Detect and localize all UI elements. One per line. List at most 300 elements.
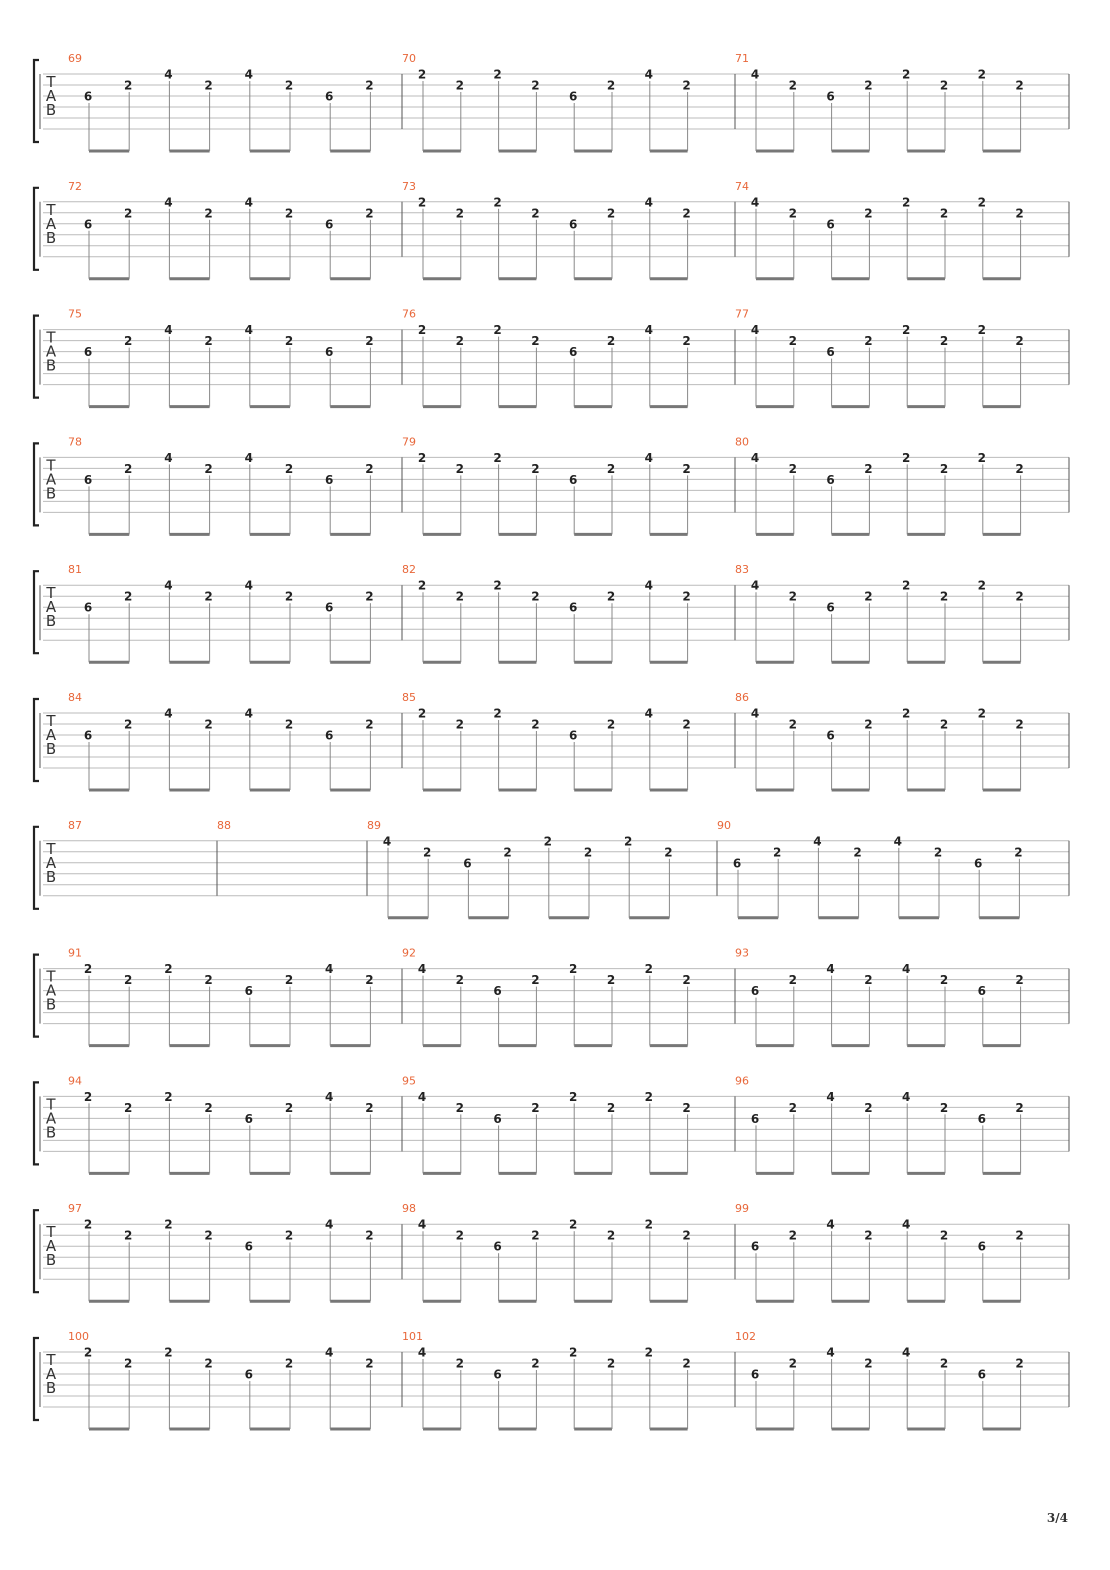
measure [217,819,231,832]
fret-number: 2 [1015,589,1024,604]
fret-number: 2 [284,973,294,988]
fret-number: 2 [365,1356,374,1371]
fret-number: 2 [204,461,213,476]
fret-number: 2 [124,334,133,349]
fret-number: 2 [1015,1356,1024,1371]
fret-number: 4 [164,323,173,338]
fret-number: 6 [826,600,835,615]
tab-clef-letter: B [45,101,57,119]
fret-number: 2 [977,195,986,210]
measure [68,819,82,832]
fret-number: 4 [902,1345,911,1360]
fret-number: 2 [606,1356,616,1371]
measure [402,563,691,662]
fret-number: 6 [750,1367,760,1382]
fret-number: 2 [423,845,432,860]
fret-number: 2 [682,334,691,349]
fret-number: 2 [902,578,911,593]
fret-number: 6 [569,728,578,743]
measure-number: 86 [735,691,749,704]
fret-number: 6 [569,472,578,487]
fret-number: 2 [1014,845,1023,860]
measure [402,180,691,279]
fret-number: 4 [325,1345,334,1360]
fret-number: 4 [325,1089,334,1104]
tab-clef-letter: T [46,1351,56,1369]
tab-clef-letter: A [45,214,57,233]
fret-number: 2 [864,973,873,988]
fret-number: 2 [455,589,464,604]
measure-number: 94 [68,1074,82,1088]
measure [68,1074,374,1173]
fret-number: 6 [244,1111,253,1126]
measure-number: 89 [367,818,381,832]
fret-number: 2 [939,1228,949,1243]
fret-number: 2 [204,589,213,604]
measure-number: 74 [735,179,749,193]
tab-clef-letter: B [45,356,57,375]
measure-number: 96 [735,1074,749,1088]
measure-number: 95 [402,1074,416,1088]
measure [68,180,374,279]
system-bracket [34,827,39,909]
fret-number: 2 [788,334,797,349]
measure [735,947,1024,1046]
fret-number: 2 [1015,334,1024,349]
measure [735,1202,1024,1301]
fret-number: 4 [902,1217,911,1232]
fret-number: 2 [939,717,949,732]
fret-number: 6 [977,1367,986,1382]
measure-number: 85 [402,691,416,704]
fret-number: 2 [503,845,512,860]
fret-number: 2 [788,461,797,476]
measure [735,563,1024,662]
fret-number: 2 [284,461,294,476]
fret-number: 4 [902,1089,911,1104]
fret-number: 4 [902,962,911,977]
fret-number: 2 [864,206,873,221]
fret-number: 2 [365,1228,374,1243]
system-bracket [34,443,39,525]
tab-clef-letter: B [45,740,57,758]
measure [735,435,1024,534]
measure-number: 84 [68,691,82,704]
fret-number: 2 [939,461,949,476]
fret-number: 2 [365,589,374,604]
measure [402,947,691,1046]
fret-number: 2 [788,1356,797,1371]
fret-number: 6 [325,472,334,487]
measure [68,52,374,151]
fret-number: 2 [124,78,133,93]
fret-number: 2 [902,195,911,210]
fret-number: 2 [773,845,782,860]
fret-number: 6 [569,89,578,104]
fret-number: 6 [493,1239,502,1254]
fret-number: 4 [164,578,173,593]
fret-number: 2 [417,195,427,210]
measure-number: 80 [735,435,749,449]
fret-number: 4 [417,962,427,977]
fret-number: 6 [83,345,93,360]
fret-number: 2 [977,706,986,721]
fret-number: 4 [893,834,902,849]
fret-number: 6 [750,1239,760,1254]
system-bracket [34,699,39,781]
fret-number: 2 [606,717,616,732]
tab-system [34,180,1069,279]
fret-number: 2 [682,589,691,604]
fret-number: 4 [644,706,653,721]
fret-number: 2 [977,578,986,593]
fret-number: 2 [864,717,873,732]
measure-number: 70 [402,52,416,65]
fret-number: 2 [644,1217,653,1232]
fret-number: 2 [124,589,133,604]
fret-number: 2 [531,206,540,221]
fret-number: 2 [204,1228,213,1243]
tab-system [34,563,1069,662]
fret-number: 2 [417,578,427,593]
fret-number: 2 [788,589,797,604]
measure-number: 71 [735,52,749,65]
fret-number: 4 [382,834,392,849]
system-bracket [34,955,39,1037]
measure [68,563,374,662]
system-bracket [34,60,39,142]
fret-number: 2 [606,461,616,476]
fret-number: 2 [1015,461,1024,476]
fret-number: 2 [455,78,464,93]
fret-number: 6 [569,217,578,232]
tab-clef-letter: A [45,598,57,617]
fret-number: 4 [325,1217,334,1232]
measure [402,1202,691,1301]
fret-number: 4 [826,962,835,977]
fret-number: 2 [124,973,133,988]
fret-number: 4 [644,323,653,338]
fret-number: 2 [853,845,862,860]
tab-clef-letter: B [45,867,57,886]
fret-number: 6 [977,1111,986,1126]
fret-number: 2 [939,1356,949,1371]
tab-clef-letter: A [45,981,57,1000]
fret-number: 6 [325,345,334,360]
fret-number: 2 [417,323,427,338]
fret-number: 4 [813,834,822,849]
fret-number: 2 [365,334,374,349]
fret-number: 4 [244,67,253,82]
fret-number: 2 [164,962,173,977]
fret-number: 2 [455,461,464,476]
fret-number: 2 [83,962,93,977]
fret-number: 6 [974,856,983,871]
fret-number: 2 [1015,973,1024,988]
fret-number: 6 [569,600,578,615]
tab-clef-letter: A [45,726,57,744]
fret-number: 6 [463,856,472,871]
measure-number: 76 [402,307,416,321]
fret-number: 2 [83,1345,93,1360]
fret-number: 4 [417,1217,427,1232]
fret-number: 2 [284,78,294,93]
fret-number: 2 [606,973,616,988]
fret-number: 2 [204,973,213,988]
tab-clef-letter: A [45,87,57,105]
system-bracket [34,316,39,398]
tab-clef-letter: T [46,1223,56,1242]
fret-number: 2 [1015,1228,1024,1243]
tab-clef-letter: A [45,1109,57,1128]
fret-number: 6 [732,856,742,871]
tab-clef-letter: T [46,200,56,219]
measure-number: 83 [735,563,749,577]
fret-number: 2 [365,1100,374,1115]
fret-number: 2 [531,589,540,604]
tab-clef-letter: A [45,1365,57,1383]
fret-number: 2 [531,1228,540,1243]
fret-number: 2 [788,717,797,732]
fret-number: 2 [455,717,464,732]
fret-number: 2 [644,962,653,977]
tab-clef-letter: A [45,1237,57,1256]
tab-system [34,52,1069,151]
fret-number: 2 [864,78,873,93]
measure [735,180,1024,279]
fret-number: 2 [864,1100,873,1115]
fret-number: 6 [83,728,93,743]
fret-number: 6 [826,472,835,487]
fret-number: 2 [1015,206,1024,221]
fret-number: 2 [902,323,911,338]
measure-number: 93 [735,946,749,960]
fret-number: 2 [531,717,540,732]
fret-number: 6 [493,1367,502,1382]
fret-number: 2 [682,717,691,732]
fret-number: 2 [977,450,986,465]
fret-number: 4 [644,450,653,465]
fret-number: 6 [750,1111,760,1126]
tab-clef-letter: T [46,967,56,986]
fret-number: 4 [164,195,173,210]
fret-number: 2 [531,1100,540,1115]
measure [402,308,691,407]
fret-number: 6 [569,345,578,360]
measure [68,947,374,1046]
tab-system [34,691,1069,790]
fret-number: 2 [124,1356,133,1371]
fret-number: 2 [1015,78,1024,93]
fret-number: 6 [325,89,334,104]
fret-number: 2 [493,450,502,465]
fret-number: 2 [864,334,873,349]
measure [735,308,1024,407]
fret-number: 2 [644,1345,653,1360]
fret-number: 2 [788,1100,797,1115]
fret-number: 2 [124,1228,133,1243]
fret-number: 2 [933,845,943,860]
fret-number: 2 [788,1228,797,1243]
fret-number: 2 [124,1100,133,1115]
fret-number: 4 [417,1345,427,1360]
measure-number: 87 [68,818,82,832]
fret-number: 2 [455,973,464,988]
fret-number: 2 [569,1089,578,1104]
measure [402,1074,691,1173]
measure [717,819,1023,918]
measure [402,691,691,790]
fret-number: 6 [325,600,334,615]
measure-number: 73 [402,179,416,193]
fret-number: 6 [244,984,253,999]
fret-number: 2 [682,1100,691,1115]
tab-clef-letter: B [45,612,57,631]
fret-number: 2 [204,1100,213,1115]
fret-number: 4 [644,578,653,593]
fret-number: 2 [606,1100,616,1115]
fret-number: 6 [325,217,334,232]
fret-number: 6 [826,345,835,360]
measure-number: 72 [68,179,82,193]
fret-number: 2 [682,78,691,93]
fret-number: 2 [682,973,691,988]
fret-number: 4 [244,578,253,593]
fret-number: 2 [493,323,502,338]
fret-number: 2 [284,1100,294,1115]
measure-number: 99 [735,1202,749,1216]
fret-number: 6 [83,217,93,232]
measure-number: 90 [717,818,731,832]
tab-system [34,947,1069,1046]
fret-number: 2 [939,1100,949,1115]
measure-number: 81 [68,563,82,577]
fret-number: 4 [750,450,760,465]
fret-number: 4 [750,195,760,210]
fret-number: 4 [325,962,334,977]
fret-number: 2 [284,1356,294,1371]
fret-number: 2 [204,206,213,221]
tab-clef-letter: T [46,328,56,347]
fret-number: 2 [788,206,797,221]
fret-number: 2 [788,973,797,988]
fret-number: 2 [606,1228,616,1243]
tab-system [34,1202,1069,1301]
fret-number: 2 [531,461,540,476]
fret-number: 4 [244,195,253,210]
tab-clef-letter: B [45,228,57,247]
fret-number: 6 [244,1367,253,1382]
fret-number: 4 [244,450,253,465]
fret-number: 4 [644,67,653,82]
measure [68,1330,374,1429]
system-bracket [34,188,39,270]
fret-number: 2 [365,717,374,732]
tab-system [34,1330,1069,1429]
fret-number: 4 [164,67,173,82]
fret-number: 6 [977,1239,986,1254]
fret-number: 2 [1015,1100,1024,1115]
fret-number: 6 [493,1111,502,1126]
fret-number: 2 [682,206,691,221]
tab-system [34,819,1069,918]
fret-number: 2 [606,589,616,604]
fret-number: 6 [83,89,93,104]
fret-number: 2 [624,834,633,849]
fret-number: 2 [493,706,502,721]
fret-number: 2 [365,461,374,476]
tab-clef-letter: T [46,584,56,603]
tab-clef-letter: A [45,470,57,489]
fret-number: 2 [939,589,949,604]
measure [735,691,1024,790]
fret-number: 2 [164,1345,173,1360]
measure [735,1074,1024,1173]
fret-number: 2 [204,334,213,349]
tab-clef-letter: B [45,995,57,1014]
fret-number: 2 [164,1217,173,1232]
fret-number: 2 [531,973,540,988]
fret-number: 2 [788,78,797,93]
fret-number: 2 [531,334,540,349]
fret-number: 2 [284,206,294,221]
tab-clef-letter: B [45,484,57,503]
measure [402,52,691,151]
fret-number: 2 [493,67,502,82]
fret-number: 2 [682,1356,691,1371]
fret-number: 4 [417,1089,427,1104]
measure [68,308,374,407]
tab-clef-letter: A [45,853,57,872]
measure-number: 75 [68,307,82,321]
fret-number: 2 [455,206,464,221]
fret-number: 6 [826,89,835,104]
fret-number: 4 [826,1345,835,1360]
tab-clef-letter: B [45,1123,57,1142]
fret-number: 2 [864,589,873,604]
fret-number: 2 [417,450,427,465]
fret-number: 2 [664,845,673,860]
measure-number: 92 [402,946,416,960]
tab-system [34,308,1069,407]
fret-number: 4 [750,578,760,593]
fret-number: 2 [284,334,294,349]
measure-number: 101 [402,1330,423,1343]
fret-number: 2 [939,973,949,988]
fret-number: 2 [455,1356,464,1371]
fret-number: 4 [750,706,760,721]
measure [68,691,374,790]
fret-number: 2 [864,1356,873,1371]
measure [68,1202,374,1301]
measure-number: 78 [68,435,82,449]
fret-number: 2 [939,334,949,349]
tab-clef-letter: T [46,73,56,91]
fret-number: 2 [83,1217,93,1232]
fret-number: 2 [543,834,552,849]
fret-number: 2 [583,845,593,860]
fret-number: 2 [644,1089,653,1104]
fret-number: 6 [750,984,760,999]
tab-clef-letter: T [46,712,56,730]
fret-number: 4 [826,1217,835,1232]
tab-clef-letter: T [46,456,56,475]
measure [402,435,691,534]
fret-number: 2 [455,334,464,349]
fret-number: 6 [325,728,334,743]
fret-number: 4 [826,1089,835,1104]
fret-number: 2 [417,67,427,82]
